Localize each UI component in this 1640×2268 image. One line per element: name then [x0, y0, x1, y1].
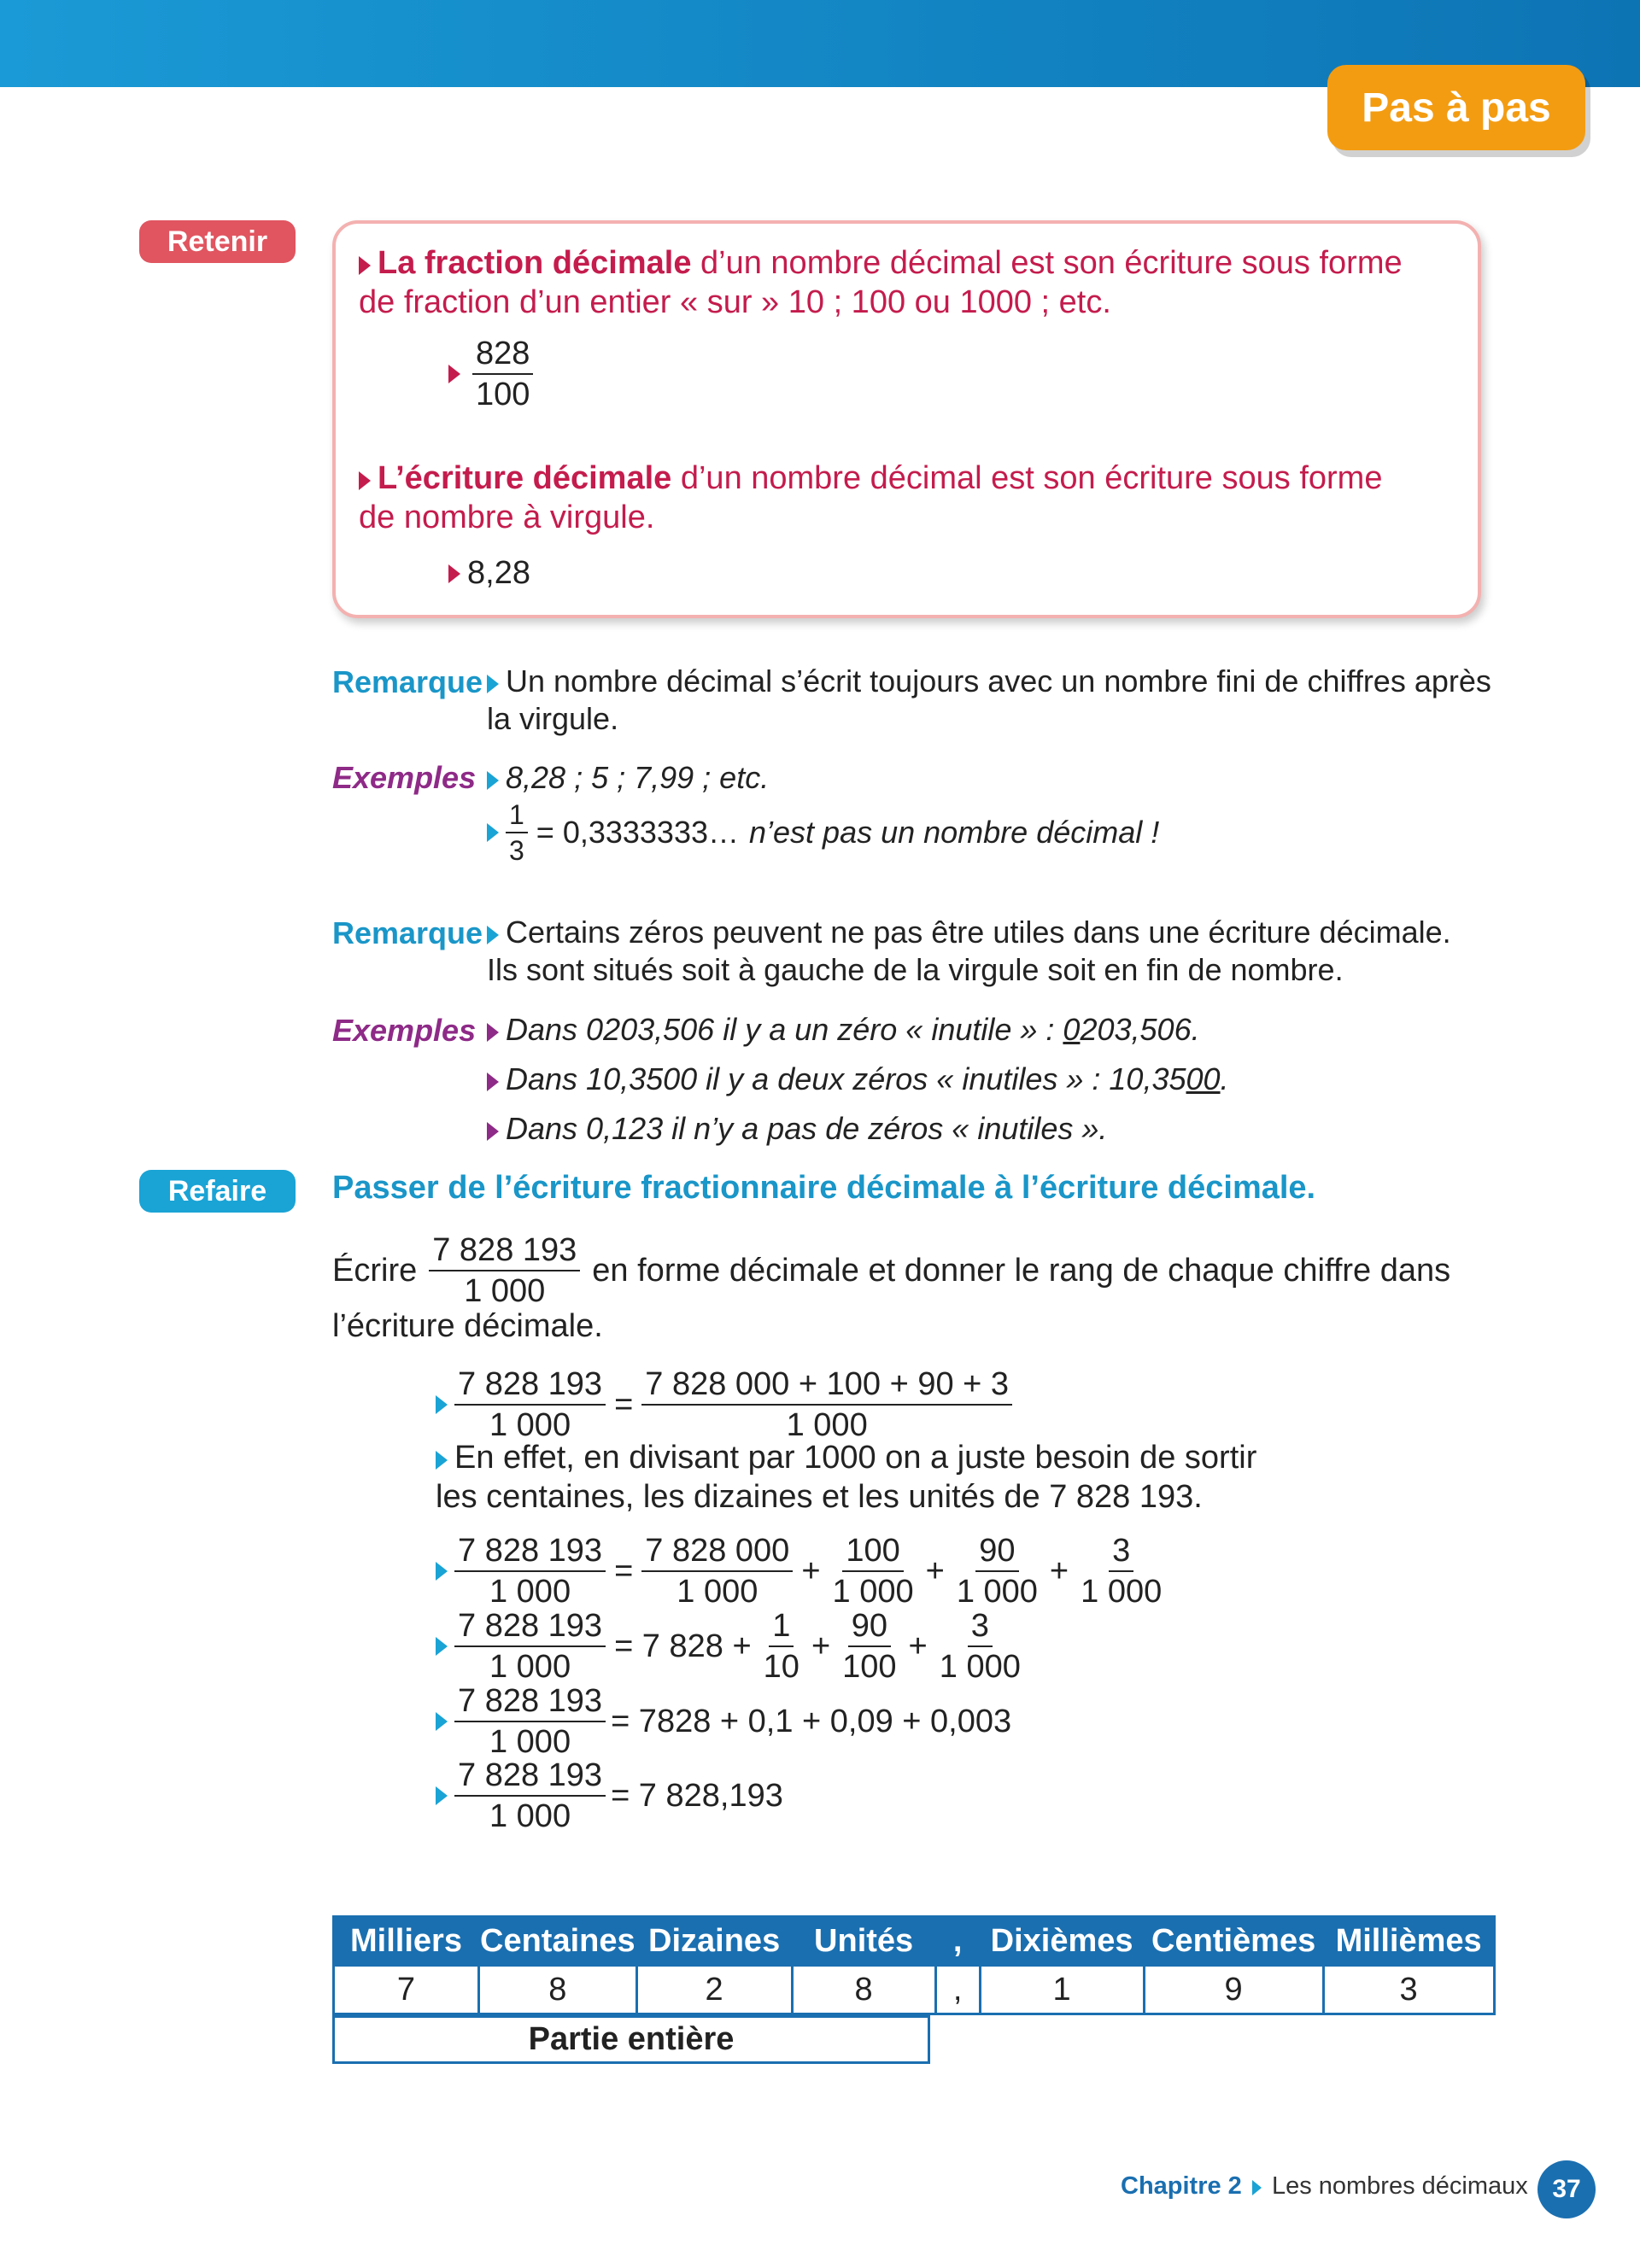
rank-table-header: [334, 1917, 1495, 1966]
bullet-icon: [1252, 2180, 1262, 2195]
cell-dizaines: 2: [636, 1966, 792, 2014]
remarque-1-text: Un nombre décimal s’écrit toujours avec un nombre fini de chiffres après la virgule.: [487, 663, 1491, 736]
cell-unites: 8: [792, 1966, 935, 2014]
rank-table: [332, 1915, 1496, 2015]
bullet-icon: [487, 771, 499, 790]
exemples-2-item-3: Dans 0,123 il n’y a pas de zéros « inutiles ».: [487, 1109, 1107, 1149]
step-1: $\frac{7 828 193}{1 000}$ = $\frac{7 828 000 + 100 + 90 + 3}{1 000}$: [436, 1368, 1012, 1441]
bullet-icon: [436, 1451, 448, 1470]
lhs-fraction: $\frac{7 828 193}{1 000}$: [454, 1368, 606, 1441]
step-note: En effet, en divisant par 1000 on a juste besoin de sortir les centaines, les dizaines et les unités de 7 828 193.: [436, 1440, 1257, 1515]
bullet-icon: [448, 564, 460, 583]
decimal-definition: [359, 459, 1382, 537]
cell-milliemes: 3: [1323, 1966, 1494, 2014]
exemples-label: Exemples: [332, 760, 477, 795]
chapter-title: Les nombres décimaux: [1271, 2172, 1528, 2200]
bullet-icon: [487, 1122, 499, 1141]
bullet-icon: [487, 823, 499, 842]
exemples-label-2: Exemples: [332, 1013, 477, 1048]
decimal-term: L’écriture décimale: [378, 460, 672, 496]
bullet-icon: [359, 256, 371, 275]
fraction-1-3: $\frac{1}{3}$: [506, 801, 528, 864]
chapter-label: Chapitre 2: [1121, 2172, 1242, 2200]
bullet-icon: [487, 1073, 499, 1091]
fraction-line1: d’un nombre décimal est son écriture sous forme: [691, 245, 1403, 281]
bullet-icon: [487, 1023, 499, 1042]
step-4: $\frac{7 828 193}{1 000}$ = 7828 + 0,1 + 0,09 + 0,003: [436, 1685, 1011, 1758]
decimal-line2: de nombre à virgule.: [359, 500, 655, 535]
step-2: $\frac{7 828 193}{1 000}$ = $\frac{7 828 000}{1 000}$ + $\frac{100}{1 000}$ + $\frac{90}{1 000}$ + $\frac{3}{1 000}$: [436, 1534, 1165, 1608]
header-comma: ,: [935, 1917, 980, 1966]
decimal-example: 8,28: [448, 555, 530, 592]
bullet-icon: [436, 1637, 448, 1656]
fraction-example: [448, 337, 533, 411]
header-centiemes: Centièmes: [1144, 1917, 1323, 1966]
partie-entiere-cell: Partie entière: [332, 2015, 930, 2064]
bullet-icon: [436, 1395, 448, 1414]
prompt-fraction: $\frac{7 828 193}{1 000}$: [429, 1234, 580, 1307]
cell-milliers: 7: [334, 1966, 479, 2014]
exercise-prompt: Écrire $\frac{7 828 193}{1 000}$ en forme décimale et donner le rang de chaque chiffre dans: [332, 1232, 1451, 1309]
bullet-icon: [436, 1786, 448, 1805]
page-number: 37: [1538, 2160, 1596, 2218]
bullet-icon: [448, 365, 460, 383]
exemples-1-item-1: 8,28 ; 5 ; 7,99 ; etc.: [487, 758, 769, 798]
bullet-icon: [487, 926, 499, 944]
cell-centiemes: 9: [1144, 1966, 1323, 2014]
step-3: $\frac{7 828 193}{1 000}$ = 7 828 + $\frac{1}{10}$ + $\frac{90}{100}$ + $\frac{3}{1 000}$: [436, 1610, 1024, 1683]
bullet-icon: [436, 1712, 448, 1731]
bullet-icon: [359, 471, 371, 490]
refaire-title: Passer de l’écriture fractionnaire décimale à l’écriture décimale.: [332, 1170, 1316, 1206]
step-5: $\frac{7 828 193}{1 000}$ = 7 828,193: [436, 1759, 783, 1833]
exemples-1-item-2: $\frac{1}{3}$ = 0,3333333… n’est pas un nombre décimal !: [487, 801, 1159, 864]
fraction-definition: [359, 243, 1403, 322]
header-dixiemes: Dixièmes: [980, 1917, 1144, 1966]
pas-a-pas-tab: Pas à pas: [1327, 65, 1585, 150]
retenir-badge: Retenir: [139, 220, 296, 263]
header-centaines: Centaines: [479, 1917, 637, 1966]
remarque-label: Remarque: [332, 664, 483, 699]
remarque-2-text: Certains zéros peuvent ne pas être utiles dans une écriture décimale. Ils sont situés soit à gauche de la virgule soit en fin de nombre.: [487, 915, 1451, 987]
fraction-828-100: $\frac{828}{100}$: [472, 337, 533, 411]
rhs-fraction: $\frac{7 828 000 + 100 + 90 + 3}{1 000}$: [641, 1368, 1012, 1441]
bullet-icon: [436, 1562, 448, 1581]
exemples-2-item-2: Dans 10,3500 il y a deux zéros « inutiles » : 10,3500.: [487, 1060, 1229, 1099]
exercise-prompt-line2: l’écriture décimale.: [332, 1308, 603, 1344]
exemples-2-item-1: Dans 0203,506 il y a un zéro « inutile » : 0203,506.: [487, 1010, 1200, 1049]
fraction-line2: de fraction d’un entier « sur » 10 ; 100 ou 1000 ; etc.: [359, 284, 1111, 320]
header-milliemes: Millièmes: [1323, 1917, 1494, 1966]
header-unites: Unités: [792, 1917, 935, 1966]
cell-dixiemes: 1: [980, 1966, 1144, 2014]
footer: [1121, 2172, 1528, 2201]
bullet-icon: [487, 675, 499, 693]
cell-centaines: 8: [479, 1966, 637, 2014]
header-milliers: Milliers: [334, 1917, 479, 1966]
cell-comma: ,: [935, 1966, 980, 2014]
remarque-label-2: Remarque: [332, 915, 483, 950]
header-dizaines: Dizaines: [636, 1917, 792, 1966]
table-row: [334, 1966, 1495, 2014]
refaire-badge: Refaire: [139, 1170, 296, 1213]
decimal-line1: d’un nombre décimal est son écriture sous forme: [671, 460, 1383, 496]
fraction-term: La fraction décimale: [378, 245, 692, 281]
